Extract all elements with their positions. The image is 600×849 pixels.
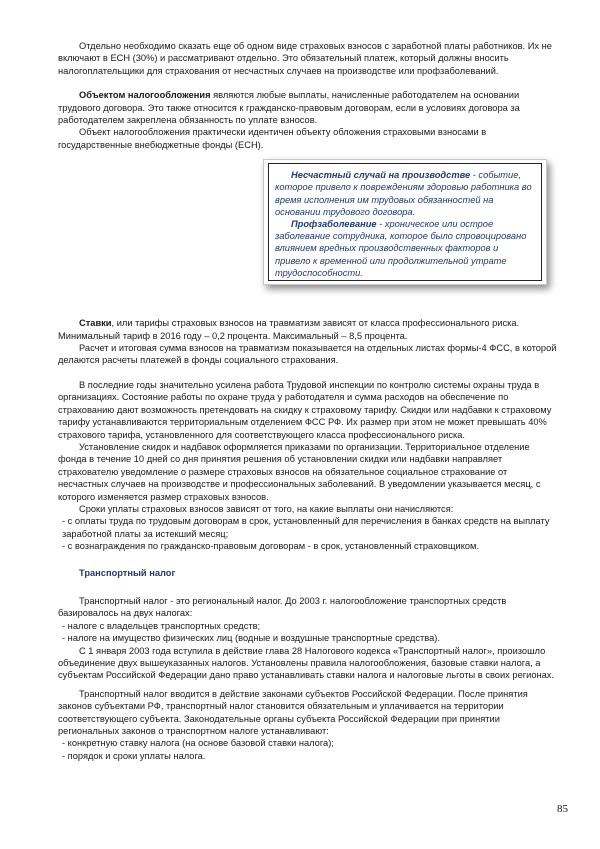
section-title-transport-tax: Транспортный налог [79, 567, 176, 578]
definition-box [263, 159, 547, 285]
definition-accident-text: - событие, которое привело к повреждениям здоровью работника во время исполнения им трудовых обязанностей на основании трудового договора. [275, 170, 532, 217]
paragraph-regional-laws: Транспортный налог вводится в действие законами субъектов Российской Федерации. После принятия законов субъектами РФ, транспортный налог становится обязательным и уплачивается на территории соответствующего субъекта. Законодательные органы субъекта Российской Федерации при принятии региональных законов о транспортном налоге устанавливают: [58, 688, 528, 737]
term-accident: Несчастный случай на производстве [291, 170, 471, 181]
paragraph-transport-regional: Транспортный налог - это региональный налог. До 2003 г. налогообложение транспортных средств базировалось на двух налогах: [58, 595, 507, 619]
list-item-labor-contracts: - с оплаты труда по трудовым договорам в срок, установленный для перечисления в банках средств на выплату заработной платы за истекший месяц; [62, 516, 550, 539]
definition-occupational-disease [275, 218, 535, 279]
paragraph-object-identical: Объект налогообложения практически идентичен объекту обложения страховыми взносами в государственные внебюджетные фонды (ЕСН). [58, 127, 487, 150]
term-rates: Ставки [79, 318, 112, 329]
paragraph-chapter-28: С 1 января 2003 года вступила в действие глава 28 Налогового кодекса «Транспортный налог», произошло объединение двух вышеуказанных налогов. Установлены правила налогообложения, базовые ставки налога, а субъектам Российской Федерации дано право устанавливать ставки налога и налоговые льготы в своих регионах. [58, 645, 555, 681]
list-item-property-tax: - налоге на имущество физических лиц (водные и воздушные транспортные средства). [62, 633, 440, 644]
paragraph-payment-terms: Сроки уплаты страховых взносов зависят от того, на какие выплаты они начисляются: [79, 503, 454, 514]
paragraph-rates [58, 317, 558, 342]
paragraph-taxation-object [58, 89, 558, 126]
paragraph-intro: Отдельно необходимо сказать еще об одном виде страховых взносов с заработной платы работников. Их не включают в ЕСН (30%) и рассматривают отдельно. Это обязательный платеж, который должны вносить налогоплательщики для страхования от несчастных случаев на производстве или профзаболеваний. [58, 41, 552, 76]
paragraph-discounts: Установление скидок и надбавок оформляется приказами по организации. Территориальное отделение фонда в течение 10 дней со дня принятия решения об установлении скидки или надбавки направляет страхователю уведомление о размере страховых взносов на обязательное социальное страхование от несчастных случаев на производстве и профессиональных заболеваний. В уведомлении указывается месяц, с которого изменяется размер страховых взносов. [58, 441, 541, 502]
term-occupational-disease: Профзаболевание [291, 219, 377, 230]
definition-box-inner [268, 163, 542, 281]
definition-occupational-disease-text: - хроническое или острое заболевание сотрудника, которое было спровоцировано влиянием вредных производственных факторов и привело к временной или продолжительной утрате трудоспособности. [275, 219, 527, 278]
term-taxation-object: Объектом налогообложения [79, 90, 211, 101]
page-content [58, 40, 558, 762]
list-item-owners-tax: - налоге с владельцев транспортных средств; [62, 620, 261, 631]
taxation-object-text: являются любые выплаты, начисленные работодателем на основании трудового договора. Это также относится к гражданско-правовым договорам, если в условиях договора за работодателем закреплена обязанность по уплате взносов. [58, 90, 520, 126]
page-number: 85 [557, 803, 568, 815]
rates-text: , или тарифы страховых взносов на травматизм зависят от класса профессионального риска. Минимальный тариф в 2016 году – 0,2 процента. Максимальный – 8,5 процента. [58, 318, 520, 341]
definition-box-area [58, 159, 558, 309]
paragraph-labor-inspection: В последние годы значительно усилена работа Трудовой инспекции по контролю системы охраны труда в организациях. Состояние работы по охране труда у работодателя и сумма расходов на обеспечение по страхованию дают возможность претендовать на скидку к страховому тарифу. Скидки или надбавки к страховому тарифу устанавливаются территориальным отделением ФСС РФ. Их размер при этом не может превышать 40% страхового тарифа, установленного для соответствующего класса профессионального риска. [58, 379, 552, 440]
paragraph-calculation: Расчет и итоговая сумма взносов на травматизм показывается на отдельных листах формы-4 ФСС, в которой делаются расчеты платежей в фонды социального страхования. [58, 343, 557, 366]
list-item-civil-contracts: - с вознаграждения по гражданско-правовым договорам - в срок, установленный страховщиком. [62, 541, 480, 552]
list-item-specific-rate: - конкретную ставку налога (на основе базовой ставки налога); [62, 738, 334, 749]
definition-accident [275, 169, 535, 218]
list-item-payment-order: - порядок и сроки уплаты налога. [62, 750, 206, 761]
